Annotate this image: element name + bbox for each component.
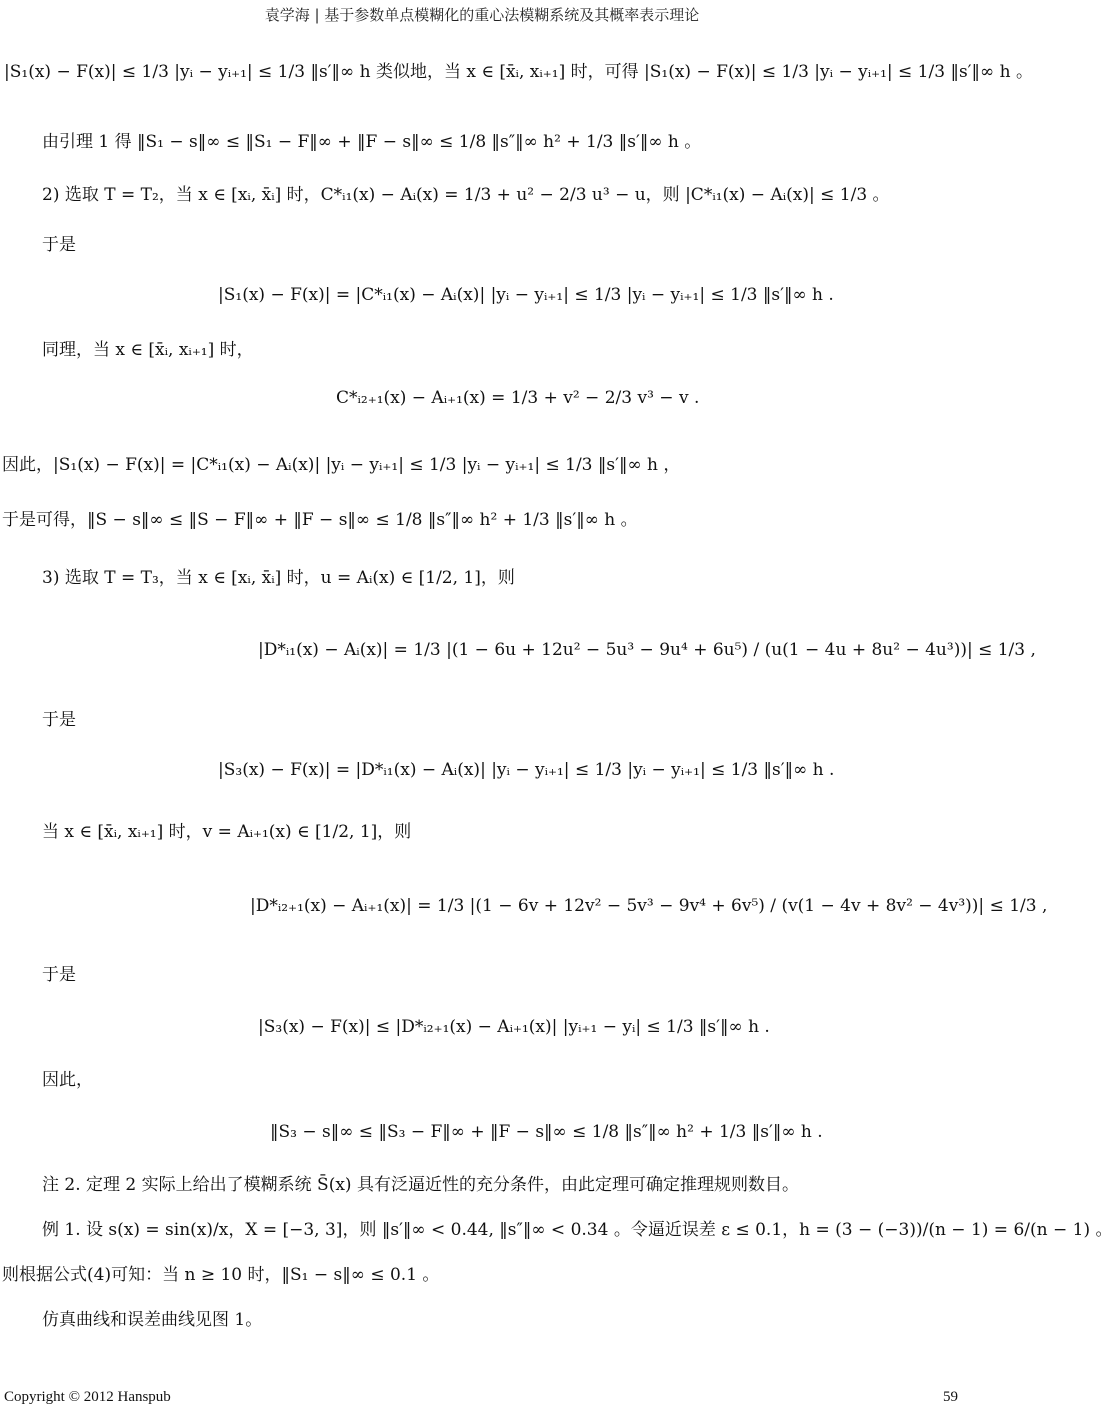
text-line: 因此， bbox=[42, 1070, 93, 1090]
page-header-title: 袁学海 | 基于参数单点模糊化的重心法模糊系统及其概率表示理论 bbox=[264, 6, 700, 24]
text-line: 因此，|S₁(x) − F(x)| = |C*ᵢ₁(x) − Aᵢ(x)| |yᵢ − yᵢ₊₁| ≤ 1/3 |yᵢ − yᵢ₊₁| ≤ 1/3 ‖s′‖∞ h ， bbox=[2, 455, 681, 475]
text-line: 则根据公式(4)可知：当 n ≥ 10 时，‖S₁ − s‖∞ ≤ 0.1 。 bbox=[2, 1265, 440, 1285]
text-line: |S₃(x) − F(x)| = |D*ᵢ₁(x) − Aᵢ(x)| |yᵢ − yᵢ₊₁| ≤ 1/3 |yᵢ − yᵢ₊₁| ≤ 1/3 ‖s′‖∞ h . bbox=[218, 760, 835, 780]
text-line: |S₁(x) − F(x)| ≤ 1/3 |yᵢ − yᵢ₊₁| ≤ 1/3 ‖s′‖∞ h 类似地，当 x ∈ [x̄ᵢ, xᵢ₊₁] 时，可得 |S₁(x) − F(x)| ≤ 1/3 |yᵢ − yᵢ₊₁| ≤ 1/3 ‖s′‖∞ h 。 bbox=[4, 62, 1033, 82]
page-number: 59 bbox=[943, 1389, 958, 1405]
text-line: 仿真曲线和误差曲线见图 1。 bbox=[42, 1310, 263, 1330]
text-line: 于是 bbox=[42, 710, 76, 730]
copyright-footer: Copyright © 2012 Hanspub bbox=[4, 1389, 171, 1405]
text-line: 于是可得，‖S − s‖∞ ≤ ‖S − F‖∞ + ‖F − s‖∞ ≤ 1/8 ‖s″‖∞ h² + 1/3 ‖s′‖∞ h 。 bbox=[2, 510, 638, 530]
text-line: 当 x ∈ [x̄ᵢ, xᵢ₊₁] 时，v = Aᵢ₊₁(x) ∈ [1/2, 1]，则 bbox=[42, 822, 412, 842]
text-line: 注 2. 定理 2 实际上给出了模糊系统 S̄(x) 具有泛逼近性的充分条件，由此定理可确定推理规则数目。 bbox=[42, 1175, 799, 1195]
text-line: |S₁(x) − F(x)| = |C*ᵢ₁(x) − Aᵢ(x)| |yᵢ − yᵢ₊₁| ≤ 1/3 |yᵢ − yᵢ₊₁| ≤ 1/3 ‖s′‖∞ h . bbox=[218, 285, 834, 305]
text-line: |D*ᵢ₁(x) − Aᵢ(x)| = 1/3 |(1 − 6u + 12u² − 5u³ − 9u⁴ + 6u⁵) / (u(1 − 4u + 8u² − 4u³))| ≤ 1/3 , bbox=[258, 640, 1036, 660]
text-line: 2) 选取 T = T₂，当 x ∈ [xᵢ, x̄ᵢ] 时，C*ᵢ₁(x) − Aᵢ(x) = 1/3 + u² − 2/3 u³ − u，则 |C*ᵢ₁(x) − Aᵢ(x)| ≤ 1/3 。 bbox=[42, 185, 890, 205]
text-line: 于是 bbox=[42, 965, 76, 985]
text-line: 于是 bbox=[42, 235, 76, 255]
text-line: |S₃(x) − F(x)| ≤ |D*ᵢ₂₊₁(x) − Aᵢ₊₁(x)| |yᵢ₊₁ − yᵢ| ≤ 1/3 ‖s′‖∞ h . bbox=[258, 1017, 770, 1037]
text-line: 3) 选取 T = T₃，当 x ∈ [xᵢ, x̄ᵢ] 时，u = Aᵢ(x) ∈ [1/2, 1]，则 bbox=[42, 568, 515, 588]
text-line: |D*ᵢ₂₊₁(x) − Aᵢ₊₁(x)| = 1/3 |(1 − 6v + 12v² − 5v³ − 9v⁴ + 6v⁵) / (v(1 − 4v + 8v² − 4v³))| ≤ 1/3 , bbox=[250, 896, 1048, 916]
text-line: ‖S₃ − s‖∞ ≤ ‖S₃ − F‖∞ + ‖F − s‖∞ ≤ 1/8 ‖s″‖∞ h² + 1/3 ‖s′‖∞ h . bbox=[270, 1122, 823, 1142]
text-line: 由引理 1 得 ‖S₁ − s‖∞ ≤ ‖S₁ − F‖∞ + ‖F − s‖∞ ≤ 1/8 ‖s″‖∞ h² + 1/3 ‖s′‖∞ h 。 bbox=[42, 132, 702, 152]
text-line: 同理，当 x ∈ [x̄ᵢ, xᵢ₊₁] 时， bbox=[42, 340, 254, 360]
text-line: C*ᵢ₂₊₁(x) − Aᵢ₊₁(x) = 1/3 + v² − 2/3 v³ − v . bbox=[336, 388, 700, 408]
text-line: 例 1. 设 s(x) = sin(x)/x，X = [−3, 3]，则 ‖s′‖∞ < 0.44, ‖s″‖∞ < 0.34 。令逼近误差 ε ≤ 0.1，h = (3 − (−3))/(n − 1) = 6/(n − 1) 。 bbox=[42, 1220, 1113, 1240]
